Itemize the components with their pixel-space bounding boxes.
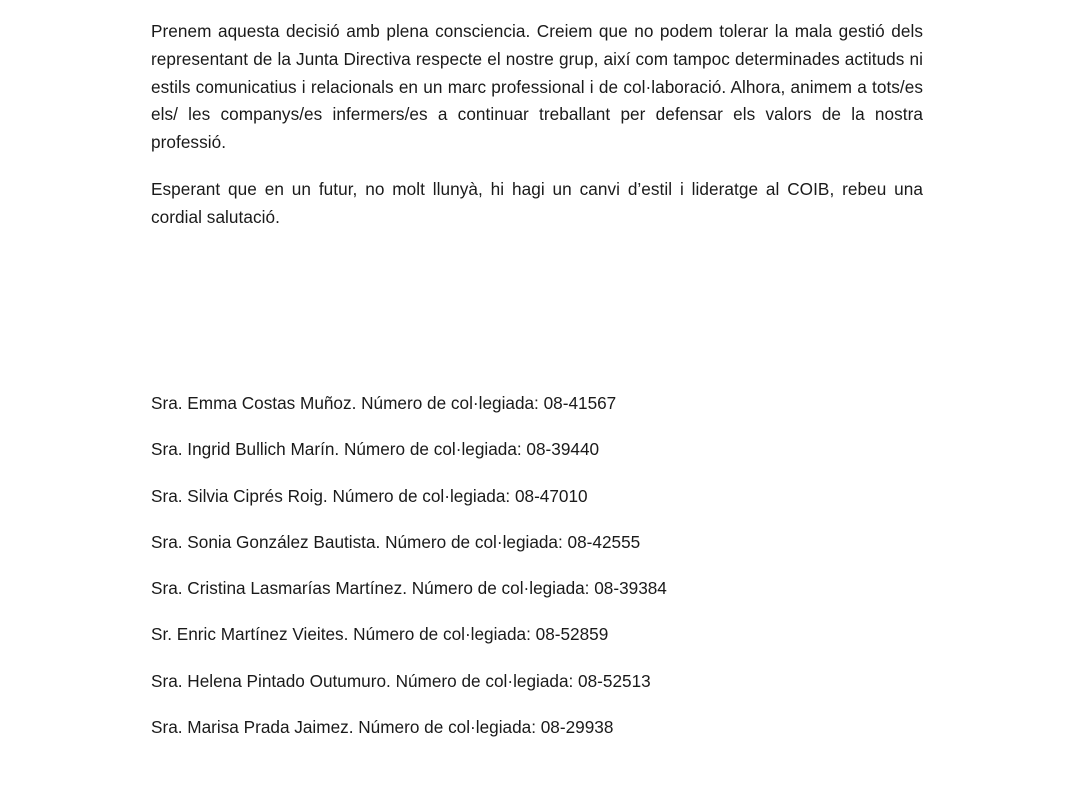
signatory-line: Sra. Ingrid Bullich Marín. Número de col·legiada: 08-39440 [151,439,600,460]
signatory-line: Sra. Helena Pintado Outumuro. Número de col·legiada: 08-52513 [151,670,651,691]
signatory-line: Sra. Emma Costas Muñoz. Número de col·legiada: 08-41567 [151,393,617,413]
signatory-line: Sra. Marisa Prada Jaimez. Número de col·legiada: 08-29938 [151,717,614,738]
signatory-line: Sra. Sonia González Bautista. Número de col·legiada: 08-42555 [151,531,641,552]
signatory-line: Sra. Silvia Ciprés Roig. Número de col·legiada: 08-47010 [151,485,588,506]
paragraph-decision: Prenem aquesta decisió amb plena consciencia. Creiem que no podem tolerar la mala gestió dels representant de la Junta Directiva respecte el nostre grup, així com tampoc determinades actituds ni estils comunicatius i relacionals en un marc professional i de col·laboració. Alhora, animem a tots/es els/ les companys/es infermers/es a continuar treballant per defensar els valors de la nostra professió. [151,21,923,153]
letter-body [151,18,923,232]
paragraph-closing: Esperant que en un futur, no molt llunyà, hi hagi un canvi d’estil i lideratge al COIB, rebeu una cordial salutació. [151,178,923,227]
signatory-line: Sra. Cristina Lasmarías Martínez. Número de col·legiada: 08-39384 [151,578,667,599]
signatory-line: Sr. Enric Martínez Vieites. Número de col·legiada: 08-52859 [151,624,609,645]
signatory-list [151,390,951,760]
